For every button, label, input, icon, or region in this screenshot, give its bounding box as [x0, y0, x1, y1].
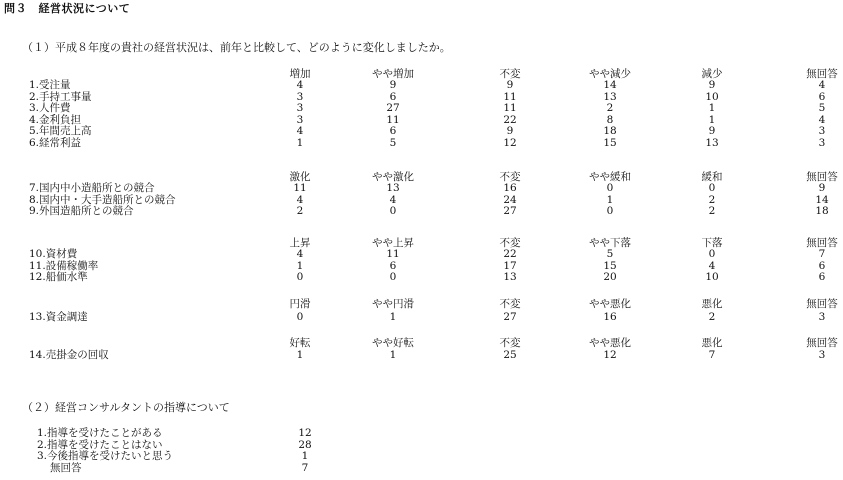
- table-cell: 2: [296, 205, 304, 218]
- column-header: 不変: [499, 237, 521, 249]
- table-cell: 4: [818, 79, 826, 91]
- table-cell: 4: [708, 259, 716, 272]
- column-header: やや悪化: [589, 337, 631, 349]
- table-cell: 1: [296, 137, 304, 149]
- row-label: 7.国内中小造船所との競合: [29, 182, 155, 194]
- column-header: 無回答: [806, 337, 838, 349]
- table-cell: 4: [296, 125, 304, 138]
- table-cell: 0: [708, 248, 716, 260]
- table-cell: 6: [818, 271, 826, 284]
- list-item-count: 12: [298, 427, 312, 439]
- table-cell: 3: [818, 349, 826, 361]
- column-header: 無回答: [806, 298, 838, 310]
- table-cell: 10: [705, 271, 719, 284]
- table-cell: 13: [503, 271, 517, 284]
- column-header: やや上昇: [372, 237, 414, 249]
- table-cell: 5: [818, 102, 826, 115]
- column-header: やや下落: [589, 237, 631, 249]
- row-label: 9.外国造船所との競合: [29, 205, 134, 218]
- table-cell: 3: [296, 113, 304, 126]
- table-cell: 9: [818, 182, 826, 194]
- table-cell: 1: [606, 193, 614, 206]
- table-cell: 7: [708, 349, 716, 361]
- column-header: やや悪化: [589, 298, 631, 310]
- table-cell: 0: [708, 182, 716, 194]
- column-header: やや円滑: [372, 298, 414, 310]
- list-item-count: 28: [298, 438, 312, 451]
- table-cell: 9: [708, 125, 716, 138]
- table-cell: 9: [506, 125, 514, 138]
- table-cell: 13: [386, 182, 400, 194]
- table-cell: 2: [708, 311, 716, 323]
- row-label: 13.資金調達: [29, 311, 88, 323]
- table-cell: 13: [603, 90, 617, 103]
- table-cell: 25: [503, 349, 517, 361]
- table-cell: 10: [705, 90, 719, 103]
- table-cell: 3: [296, 102, 304, 115]
- column-header: 減少: [701, 68, 723, 80]
- table-cell: 27: [503, 205, 517, 218]
- table-cell: 15: [603, 137, 617, 149]
- row-label: 2.手持工事量: [29, 90, 92, 103]
- column-header: 不変: [499, 298, 521, 310]
- table-cell: 1: [389, 311, 397, 323]
- table-cell: 2: [606, 102, 614, 115]
- table-cell: 6: [818, 90, 826, 103]
- row-label: 3.人件費: [29, 102, 71, 115]
- table-cell: 0: [606, 205, 614, 218]
- column-header: 無回答: [806, 68, 838, 80]
- list-item-label: 無回答: [50, 461, 82, 474]
- table-cell: 27: [503, 311, 517, 323]
- table-cell: 3: [818, 137, 826, 149]
- column-header: 下落: [701, 237, 723, 249]
- table-cell: 11: [293, 182, 307, 194]
- column-header: 緩和: [701, 171, 723, 183]
- table-cell: 8: [606, 113, 614, 126]
- table-cell: 1: [296, 349, 304, 361]
- table-cell: 16: [503, 182, 517, 194]
- question-1-text: （１）平成８年度の貴社の経営状況は、前年と比較して、どのように変化しましたか。: [22, 41, 451, 54]
- table-cell: 1: [708, 113, 716, 126]
- table-cell: 0: [389, 271, 397, 284]
- column-header: 好転: [289, 337, 311, 349]
- column-header: 不変: [499, 171, 521, 183]
- table-cell: 17: [503, 259, 517, 272]
- table-cell: 0: [606, 182, 614, 194]
- table-cell: 1: [296, 259, 304, 272]
- row-label: 5.年間売上高: [29, 125, 92, 138]
- table-cell: 6: [818, 259, 826, 272]
- column-header: 増加: [289, 68, 311, 80]
- table-cell: 20: [603, 271, 617, 284]
- column-header: 無回答: [806, 237, 838, 249]
- table-cell: 0: [389, 205, 397, 218]
- table-cell: 11: [386, 113, 400, 126]
- row-label: 1.受注量: [29, 79, 71, 91]
- table-cell: 15: [603, 259, 617, 272]
- table-cell: 13: [705, 137, 719, 149]
- column-header: やや激化: [372, 171, 414, 183]
- table-cell: 1: [708, 102, 716, 115]
- table-cell: 6: [389, 125, 397, 138]
- table-cell: 2: [708, 193, 716, 206]
- table-cell: 4: [818, 113, 826, 126]
- table-cell: 4: [296, 193, 304, 206]
- table-cell: 27: [386, 102, 400, 115]
- table-cell: 16: [603, 311, 617, 323]
- column-header: 無回答: [806, 171, 838, 183]
- column-header: やや緩和: [589, 171, 631, 183]
- list-item-label: 2.指導を受けたことはない: [37, 438, 163, 451]
- row-label: 14.売掛金の回収: [29, 349, 109, 361]
- row-label: 10.資材費: [29, 248, 78, 260]
- table-cell: 11: [503, 90, 517, 103]
- column-header: 不変: [499, 68, 521, 80]
- table-cell: 0: [296, 271, 304, 284]
- column-header: やや好転: [372, 337, 414, 349]
- table-cell: 2: [708, 205, 716, 218]
- table-cell: 3: [818, 311, 826, 323]
- row-label: 4.金利負担: [29, 113, 82, 126]
- list-item-label: 3.今後指導を受けたいと思う: [37, 450, 174, 463]
- column-header: 不変: [499, 337, 521, 349]
- section-title: 問３ 経営状況について: [4, 2, 131, 15]
- table-cell: 9: [506, 79, 514, 91]
- column-header: 激化: [289, 171, 311, 183]
- table-cell: 1: [389, 349, 397, 361]
- column-header: 悪化: [701, 337, 723, 349]
- table-cell: 5: [606, 248, 614, 260]
- table-cell: 18: [815, 205, 829, 218]
- table-cell: 12: [603, 349, 617, 361]
- list-item-count: 1: [301, 450, 309, 463]
- table-cell: 14: [815, 193, 829, 206]
- column-header: やや減少: [589, 68, 631, 80]
- column-header: やや増加: [372, 68, 414, 80]
- table-cell: 11: [386, 248, 400, 260]
- table-cell: 6: [389, 90, 397, 103]
- row-label: 12.船価水準: [29, 271, 88, 284]
- list-item-label: 1.指導を受けたことがある: [37, 427, 163, 439]
- table-cell: 6: [389, 259, 397, 272]
- table-cell: 14: [603, 79, 617, 91]
- list-item-count: 7: [301, 461, 309, 474]
- table-cell: 22: [503, 248, 517, 260]
- table-cell: 18: [603, 125, 617, 138]
- table-cell: 9: [389, 79, 397, 91]
- question-2-text: （２）経営コンサルタントの指導について: [22, 401, 230, 414]
- table-cell: 24: [503, 193, 517, 206]
- column-header: 上昇: [289, 237, 311, 249]
- column-header: 悪化: [701, 298, 723, 310]
- table-cell: 12: [503, 137, 517, 149]
- row-label: 11.設備稼働率: [29, 259, 99, 272]
- table-cell: 0: [296, 311, 304, 323]
- table-cell: 4: [389, 193, 397, 206]
- row-label: 6.経常利益: [29, 137, 82, 149]
- table-cell: 3: [296, 90, 304, 103]
- row-label: 8.国内中・大手造船所との競合: [29, 193, 176, 206]
- table-cell: 4: [296, 248, 304, 260]
- table-cell: 3: [818, 125, 826, 138]
- table-cell: 11: [503, 102, 517, 115]
- column-header: 円滑: [289, 298, 311, 310]
- table-cell: 9: [708, 79, 716, 91]
- table-cell: 22: [503, 113, 517, 126]
- table-cell: 5: [389, 137, 397, 149]
- table-cell: 7: [818, 248, 826, 260]
- table-cell: 4: [296, 79, 304, 91]
